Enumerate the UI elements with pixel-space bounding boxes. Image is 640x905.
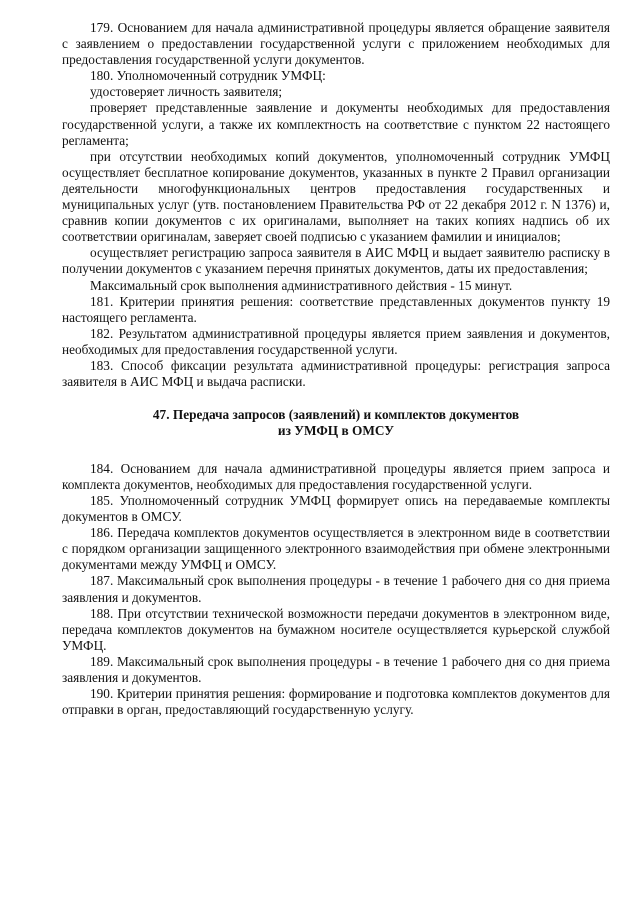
section-heading [62, 407, 610, 440]
document-page [62, 20, 610, 718]
paragraph-184: 184. Основанием для начала административной процедуры является прием запроса и комплекта документов, необходимых для предоставления государственной услуги. [62, 460, 610, 492]
paragraph-186: 186. Передача комплектов документов осуществляется в электронном виде в соответствии с порядком организации защищенного электронного взаимодействия при обмене электронными документами между УМФЦ и ОМСУ. [62, 525, 610, 573]
paragraph-check-documents: проверяет представленные заявление и документы необходимых для предоставления государственной услуги, а также их комплектность на соответствие с пунктом 22 настоящего регламента; [62, 100, 610, 148]
paragraph-verify-identity: удостоверяет личность заявителя; [90, 84, 283, 100]
paragraph-188: 188. При отсутствии технической возможности передачи документов в электронном виде, передача комплектов документов на бумажном носителе осуществляется курьерской службой УМФЦ. [62, 605, 610, 653]
paragraph-182: 182. Результатом административной процедуры является прием заявления и документов, необходимых для предоставления государственной услуги. [62, 325, 610, 357]
paragraph-180: 180. Уполномоченный сотрудник УМФЦ: [90, 68, 326, 84]
paragraph-187: 187. Максимальный срок выполнения процедуры - в течение 1 рабочего дня со дня приема заявления и документов. [62, 573, 610, 605]
section-heading-line-1: 47. Передача запросов (заявлений) и комплектов документов [152, 407, 520, 423]
paragraph-register-request: осуществляет регистрацию запроса заявителя в АИС МФЦ и выдает заявителю расписку в получении документов с указанием перечня принятых документов, даты их предоставления; [62, 245, 610, 277]
paragraph-179: 179. Основанием для начала административной процедуры является обращение заявителя с заявлением о предоставлении государственной услуги с приложением необходимых для предоставления государственной услуги документов. [62, 20, 610, 68]
paragraph-189: 189. Максимальный срок выполнения процедуры - в течение 1 рабочего дня со дня приема заявления и документов. [62, 653, 610, 685]
paragraph-181: 181. Критерии принятия решения: соответствие представленных документов пункту 19 настоящего регламента. [62, 293, 610, 325]
section-heading-line-2: из УМФЦ в ОМСУ [277, 423, 395, 439]
paragraph-max-time: Максимальный срок выполнения административного действия - 15 минут. [90, 277, 513, 293]
paragraph-copy-documents: при отсутствии необходимых копий документов, уполномоченный сотрудник УМФЦ осуществляет бесплатное копирование документов, указанных в пункте 2 Правил организации деятельности многофункциональных центров предоставления государственных и муниципальных услуг (утв. постановлением Правительства РФ от 22 декабря 2012 г. N 1376) и, сравнив копии документов с их оригиналами, выполняет на таких копиях надпись об их соответствии оригиналам, заверяет своей подписью с указанием фамилии и инициалов; [62, 148, 610, 245]
paragraph-185: 185. Уполномоченный сотрудник УМФЦ формирует опись на передаваемые комплекты документов в ОМСУ. [62, 492, 610, 525]
paragraph-183: 183. Способ фиксации результата административной процедуры: регистрация запроса заявителя в АИС МФЦ и выдача расписки. [62, 357, 610, 390]
paragraph-190: 190. Критерии принятия решения: формирование и подготовка комплектов документов для отправки в орган, предоставляющий государственную услугу. [62, 686, 610, 718]
